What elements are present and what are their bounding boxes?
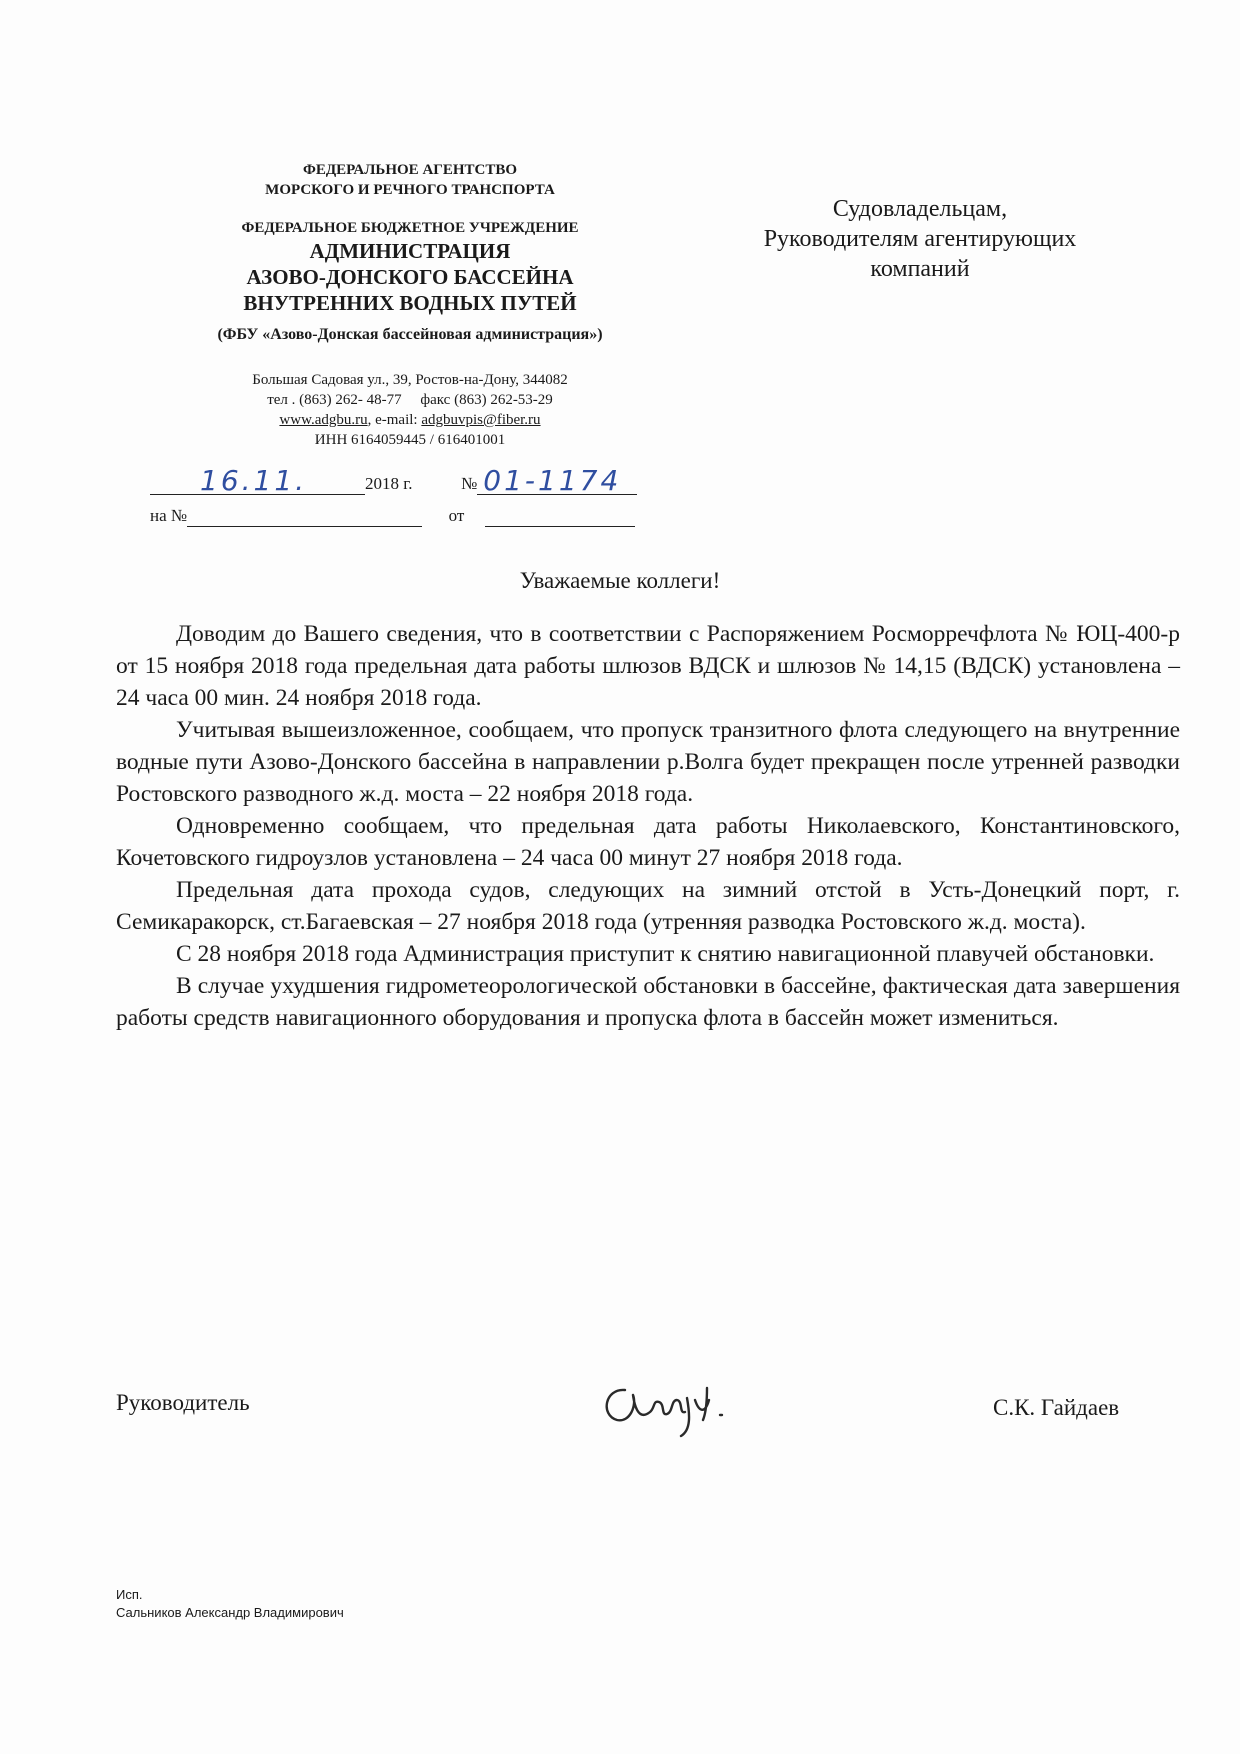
phone: тел . (863) 262- 48-77	[267, 392, 402, 408]
executor-label: Исп.	[116, 1587, 143, 1602]
contacts-block	[140, 370, 680, 450]
greeting: Уважаемые коллеги!	[519, 568, 721, 593]
agency-name-line2: МОРСКОГО И РЕЧНОГО ТРАНСПОРТА	[265, 182, 555, 198]
paragraph: В случае ухудшения гидрометеорологической обстановки в бассейне, фактическая дата завершения работы средств навигационного оборудования и пропуска флота в бассейн может измениться.	[116, 973, 1180, 1031]
inn: ИНН 6164059445 / 616401001	[314, 432, 506, 448]
addressee-line1: Судовладельцам,	[832, 196, 1008, 222]
web-email-line	[140, 410, 680, 430]
addressee-block	[740, 194, 1100, 284]
paragraph: Одновременно сообщаем, что предельная дата работы Николаевского, Константиновского, Кочетовского гидроузлов установлена – 24 часа 00 минут 27 ноября 2018 года.	[116, 813, 1180, 871]
paragraph: Учитывая вышеизложенное, сообщаем, что пропуск транзитного флота следующего на внутренние водные пути Азово-Донского бассейна в направлении р.Волга будет прекращен после утренней разводки Ростовского разводного ж.д. моста – 22 ноября 2018 года.	[116, 717, 1180, 807]
email-prefix: , e-mail:	[367, 412, 422, 428]
handwritten-number: 01-1174	[483, 464, 622, 497]
ref-label: на №	[150, 506, 188, 525]
paragraph: С 28 ноября 2018 года Администрация приступит к снятию навигационной плавучей обстановки.	[176, 941, 1155, 967]
year-suffix: 2018 г.	[365, 474, 413, 493]
addressee-line2: Руководителям агентирующих	[763, 226, 1077, 252]
admin-name-line3: ВНУТРЕННИХ ВОДНЫХ ПУТЕЙ	[243, 291, 577, 315]
admin-name-line1: АДМИНИСТРАЦИЯ	[309, 239, 511, 263]
number-label: №	[461, 474, 478, 493]
from-blank	[485, 504, 635, 527]
institution-type: ФЕДЕРАЛЬНОЕ БЮДЖЕТНОЕ УЧРЕЖДЕНИЕ	[241, 220, 579, 236]
letterhead	[140, 160, 680, 450]
ref-blank	[187, 504, 422, 527]
phone-fax-line	[140, 390, 680, 410]
paragraph: Предельная дата прохода судов, следующих на зимний отстой в Усть-Донецкий порт, г. Семикаракорск, ст.Багаевская – 27 ноября 2018 года (утренняя разводка Ростовского ж.д. моста).	[116, 877, 1180, 935]
admin-name-line2: АЗОВО-ДОНСКОГО БАССЕЙНА	[246, 265, 574, 289]
addressee-line3: компаний	[870, 256, 970, 282]
paragraph: Доводим до Вашего сведения, что в соответствии с Распоряжением Росморречфлота № ЮЦ-400-р от 15 ноября 2018 года предельная дата работы шлюзов ВДСК и шлюзов № 14,15 (ВДСК) установлена – 24 часа 00 мин. 24 ноября 2018 года.	[116, 621, 1180, 711]
executor-name: Сальников Александр Владимирович	[116, 1605, 344, 1620]
handwritten-signature-icon	[595, 1370, 765, 1440]
number-blank	[477, 464, 637, 497]
date-blank	[150, 464, 365, 497]
reference-line	[150, 504, 635, 527]
registration-line	[150, 464, 637, 497]
letter-body	[116, 618, 1180, 1034]
from-label: от	[448, 506, 465, 525]
email-link[interactable]: adgbuvpis@fiber.ru	[421, 412, 541, 428]
address: Большая Садовая ул., 39, Ростов-на-Дону, 344082	[252, 372, 568, 388]
short-name: (ФБУ «Азово-Донская бассейновая администрация»)	[217, 326, 603, 343]
executor-block	[116, 1586, 344, 1622]
signatory-title: Руководитель	[116, 1390, 250, 1415]
agency-name-line1: ФЕДЕРАЛЬНОЕ АГЕНТСТВО	[302, 162, 518, 178]
website-link[interactable]: www.adgbu.ru	[279, 412, 368, 428]
signatory-name: С.К. Гайдаев	[993, 1395, 1120, 1420]
fax: факс (863) 262-53-29	[420, 392, 553, 408]
handwritten-date: 16.11.	[200, 464, 308, 497]
